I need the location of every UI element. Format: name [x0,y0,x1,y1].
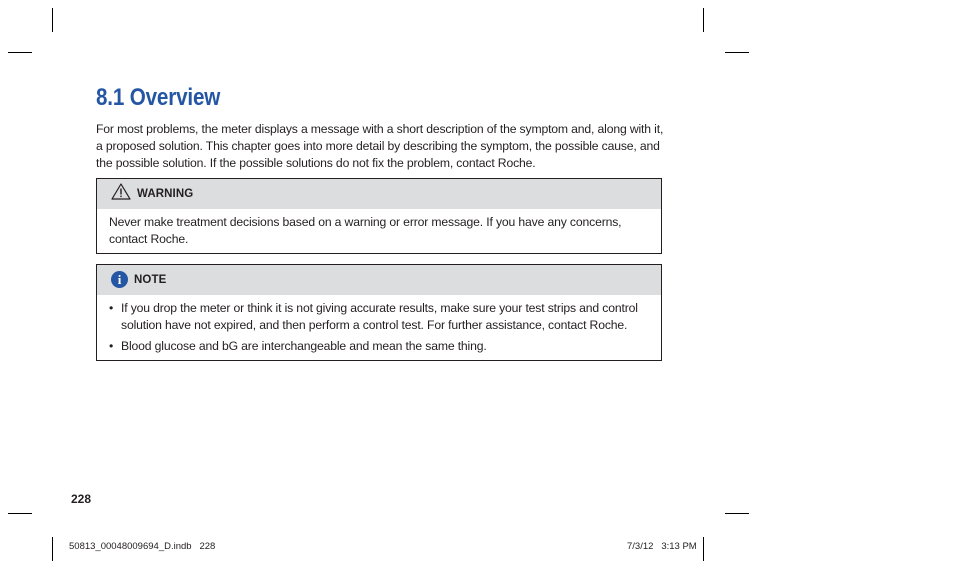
crop-mark [52,537,53,561]
note-box [96,264,662,361]
warning-box [96,178,662,254]
list-item: • If you drop the meter or think it is not giving accurate results, make sure your test strips and control solution have not expired, and then perform a control test. For further assistance, contact Roche. [109,300,647,334]
note-header [97,265,661,295]
warning-text: Never make treatment decisions based on a warning or error message. If you have any concerns, contact Roche. [109,215,622,246]
note-list [109,300,647,355]
info-icon: i [111,271,128,288]
warning-triangle-icon [111,183,131,205]
warning-label: WARNING [137,187,194,200]
date-slug: 7/3/12 3:13 PM [627,541,697,552]
note-label: NOTE [134,273,167,286]
crop-mark [8,52,32,53]
crop-mark [725,52,749,53]
crop-mark [725,513,749,514]
file-slug: 50813_00048009694_D.indb 228 [69,541,216,552]
intro-paragraph: For most problems, the meter displays a message with a short description of the symptom and, along with it, a proposed solution. This chapter goes into more detail by describing the symptom, the possible cause, and the possible solution. If the possible solutions do not fix the problem, contact Roche. [96,122,664,170]
crop-mark [703,8,704,32]
page-number: 228 [71,492,92,506]
crop-mark [703,537,704,561]
warning-header [97,179,661,209]
page-title: 8.1 Overview [96,84,221,111]
crop-mark [52,8,53,32]
crop-mark [8,513,32,514]
list-item: • Blood glucose and bG are interchangeable and mean the same thing. [109,338,647,355]
